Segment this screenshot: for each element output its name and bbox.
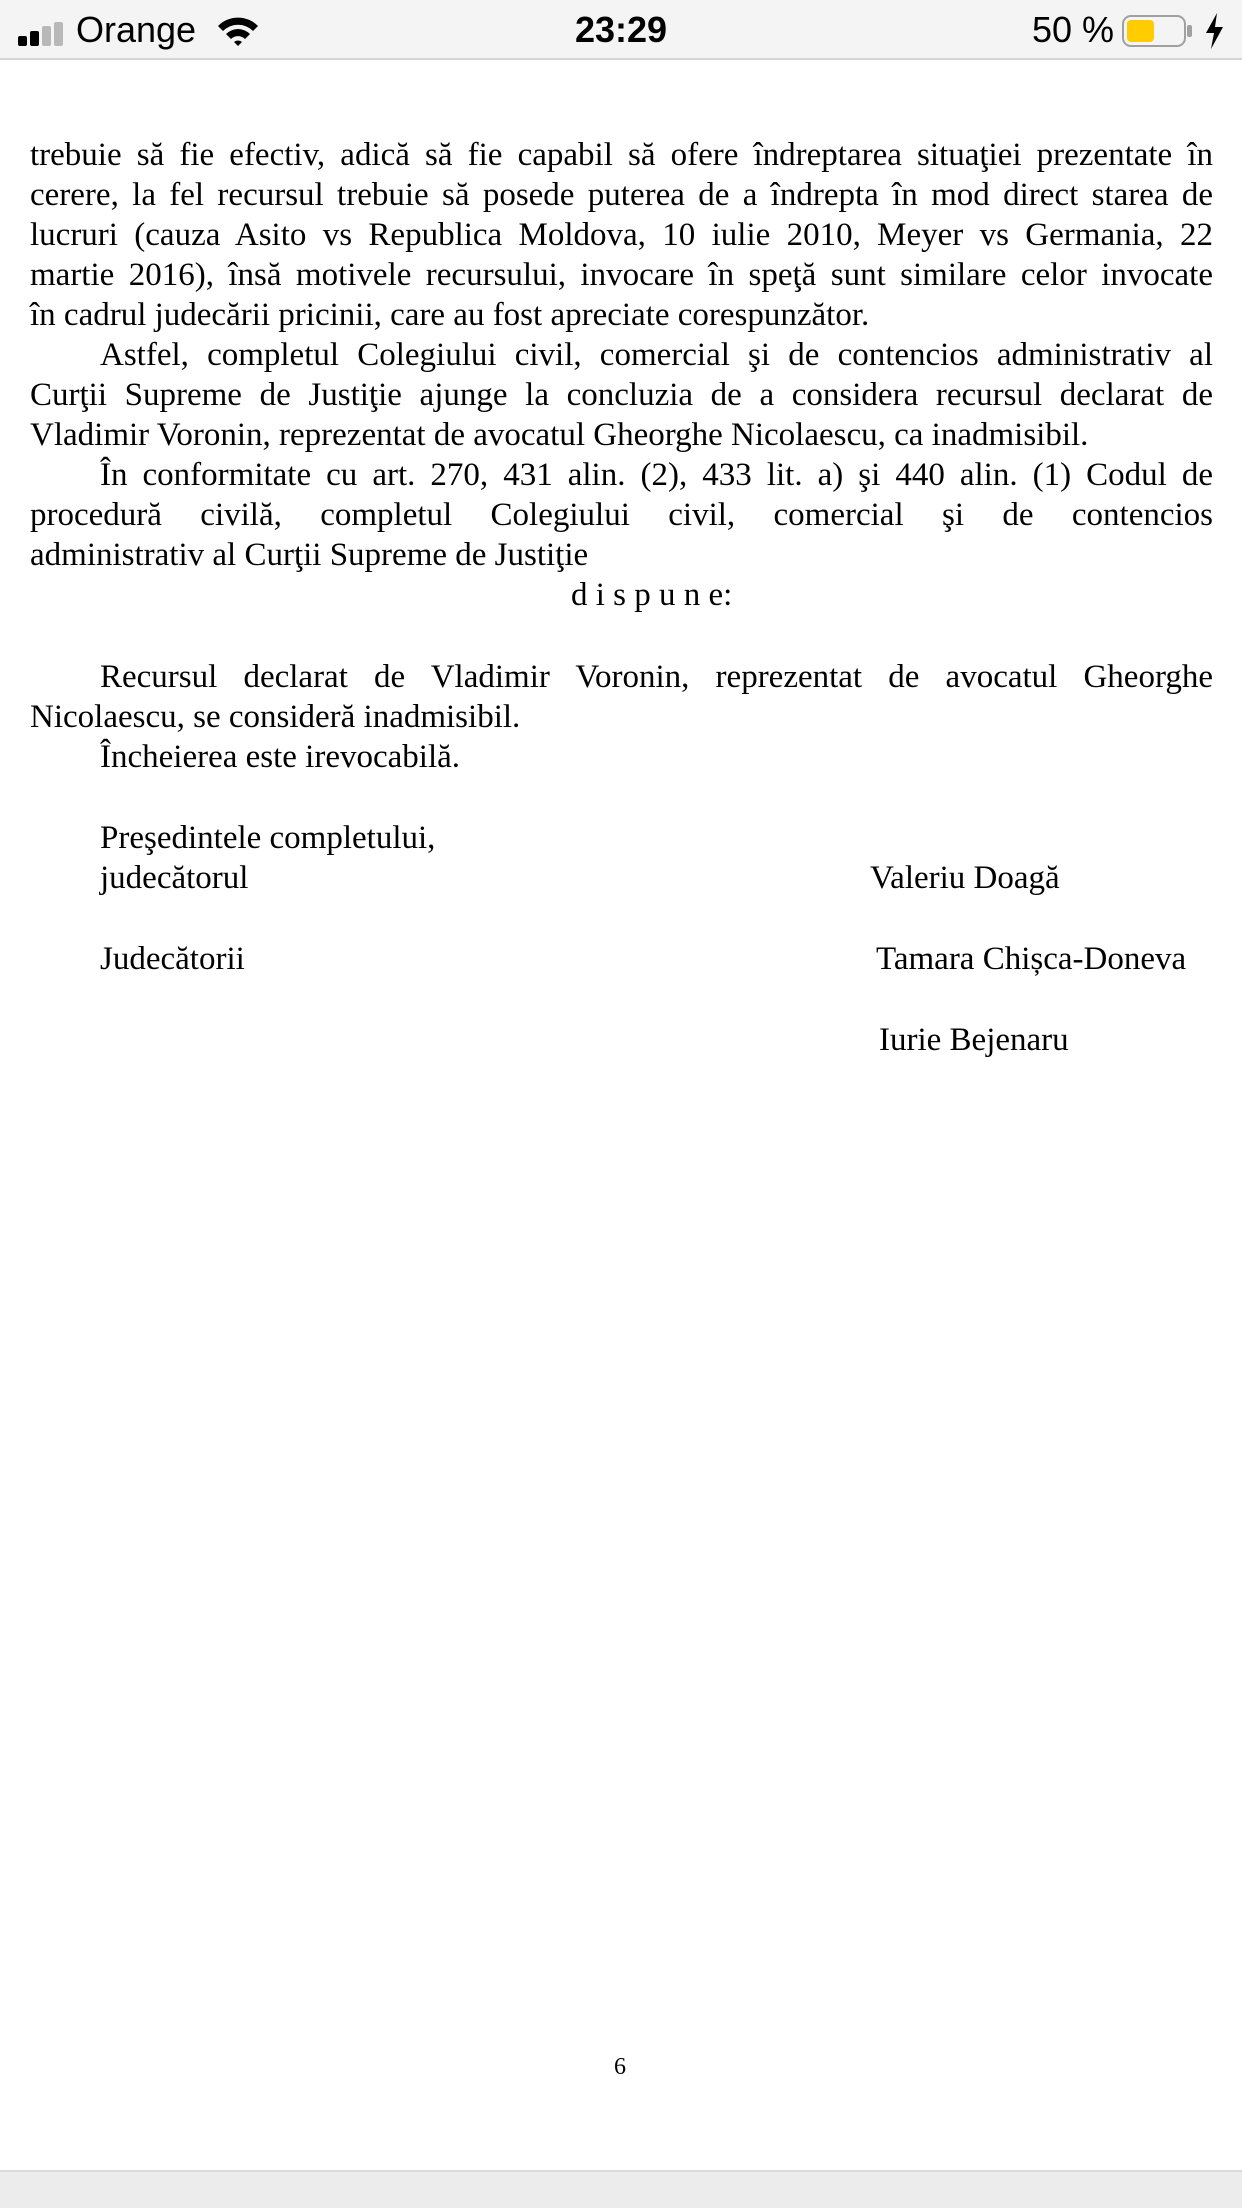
text-line: În conformitate cu art. 270, 431 alin. (2), 433 lit. a) şi 440 alin. (1) Codul de bbox=[100, 457, 1213, 493]
text-line: administrativ al Curţii Supreme de Justiţie bbox=[30, 537, 589, 573]
bottom-toolbar bbox=[0, 2170, 1242, 2208]
text-line: cerere, la fel recursul trebuie să posede puterea de a îndrepta în mod direct starea de bbox=[30, 177, 1213, 213]
signature-name: Tamara Chișca-Doneva bbox=[876, 941, 1187, 977]
text-line: trebuie să fie efectiv, adică să fie capabil să ofere îndreptarea situaţiei prezentate în bbox=[30, 137, 1213, 173]
wifi-icon bbox=[216, 14, 260, 48]
signature-role: judecătorul bbox=[100, 860, 249, 896]
battery-icon bbox=[1122, 14, 1194, 48]
text-line: Curţii Supreme de Justiţie ajunge la concluzia de a considera recursul declarat de bbox=[30, 377, 1213, 413]
text-line: procedură civilă, completul Colegiului civil, comercial şi de contencios bbox=[30, 497, 1213, 533]
signal-strength-icon bbox=[18, 22, 66, 46]
text-line: Nicolaescu, se consideră inadmisibil. bbox=[30, 699, 521, 735]
text-line: în cadrul judecării pricinii, care au fost apreciate corespunzător. bbox=[30, 297, 870, 333]
dispositive-heading: d i s p u n e: bbox=[571, 577, 733, 613]
signature-name: Valeriu Doagă bbox=[870, 860, 1060, 896]
battery-percentage: 50 % bbox=[1031, 9, 1114, 50]
text-line: martie 2016), însă motivele recursului, invocare în speţă sunt similare celor invocate bbox=[30, 257, 1213, 293]
text-line: Recursul declarat de Vladimir Voronin, reprezentat de avocatul Gheorghe bbox=[100, 659, 1213, 695]
status-bar bbox=[0, 0, 1242, 60]
clock-time: 23:29 bbox=[574, 9, 668, 50]
text-line: lucruri (cauza Asito vs Republica Moldova, 10 iulie 2010, Meyer vs Germania, 22 bbox=[30, 217, 1213, 253]
text-line: Astfel, completul Colegiului civil, comercial şi de contencios administrativ al bbox=[100, 337, 1213, 373]
signature-role: Judecătorii bbox=[100, 941, 245, 977]
page-number: 6 bbox=[614, 2054, 626, 2080]
text-line: Încheierea este irevocabilă. bbox=[100, 739, 461, 775]
carrier-name: Orange bbox=[76, 9, 197, 50]
signature-name: Iurie Bejenaru bbox=[879, 1022, 1069, 1058]
signature-title: Preşedintele completului, bbox=[100, 820, 436, 856]
charging-bolt-icon bbox=[1202, 12, 1226, 50]
text-line: Vladimir Voronin, reprezentat de avocatul Gheorghe Nicolaescu, ca inadmisibil. bbox=[30, 417, 1089, 453]
